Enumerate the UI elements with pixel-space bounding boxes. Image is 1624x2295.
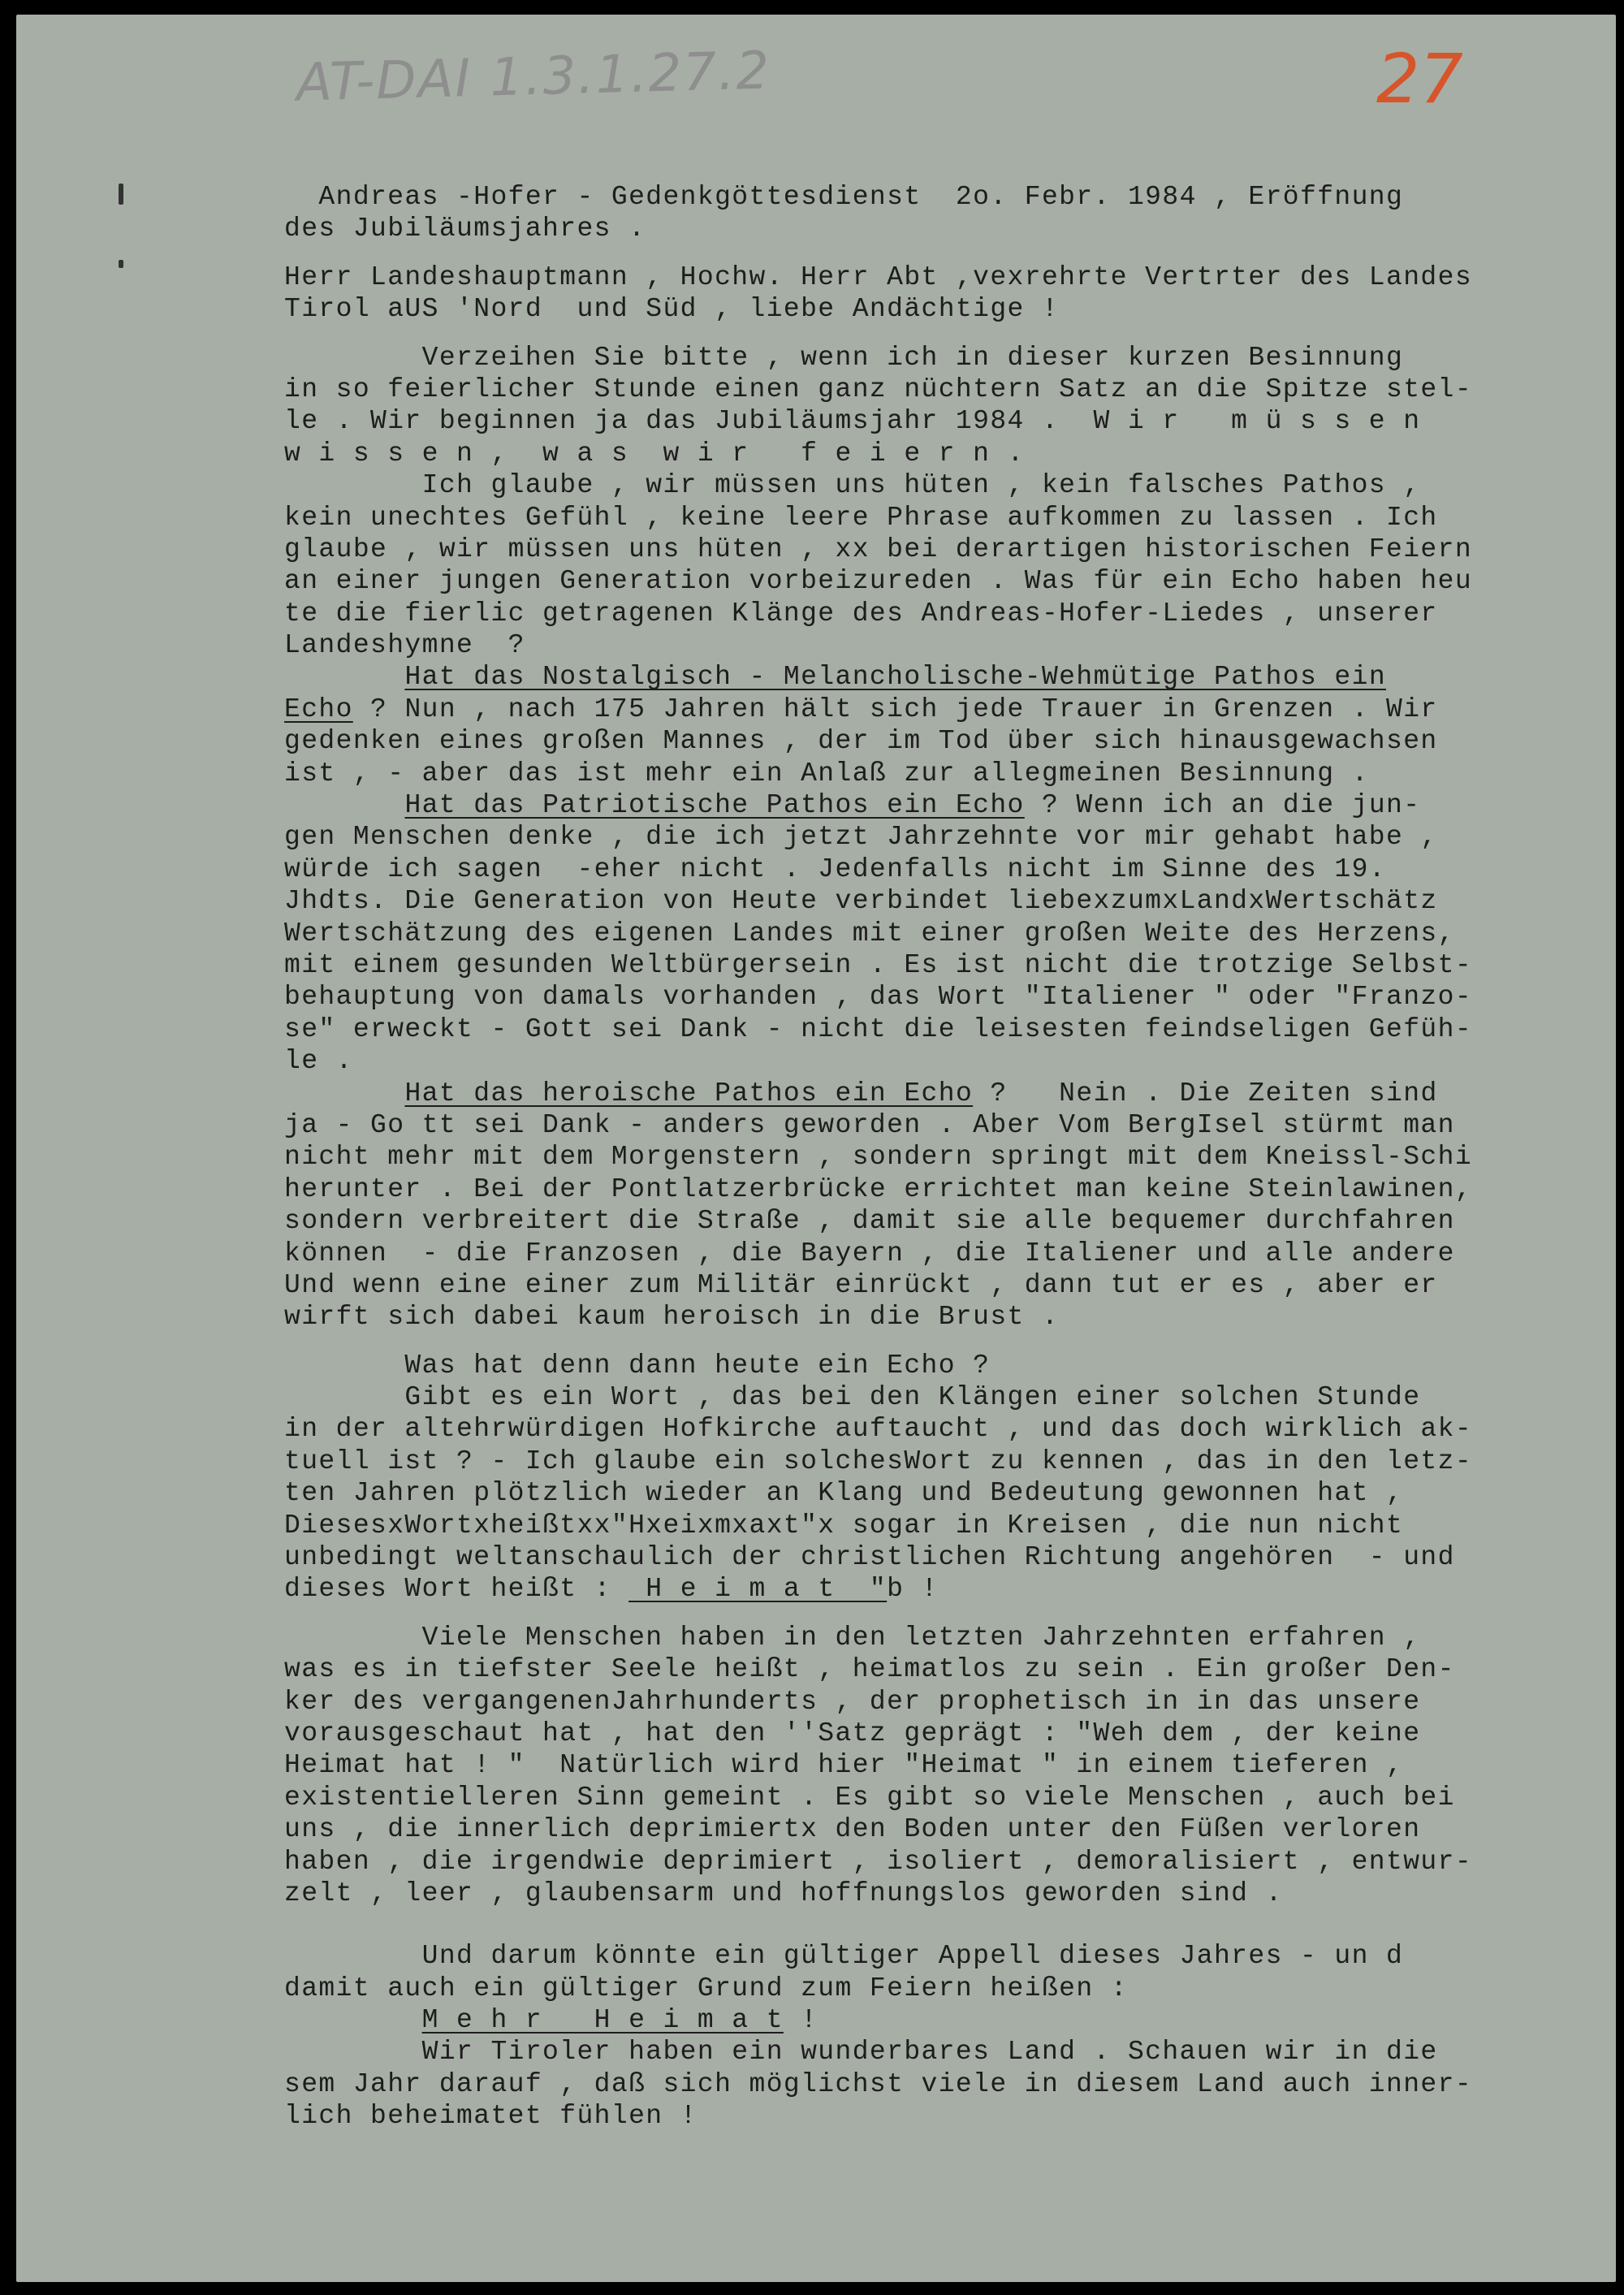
text-line (284, 1238, 1616, 1269)
line-segment: Ich glaube , wir müssen uns hüten , kein falsches Pathos , (284, 470, 1421, 501)
line-segment: an einer jungen Generation vorbeizureden . Was für ein Echo haben heu (284, 566, 1473, 597)
line-segment: Jhdts. Die Generation von Heute verbindet liebexzumxLandxWertschätz (284, 886, 1438, 917)
text-line (284, 1045, 1616, 1077)
text-line (284, 1686, 1616, 1718)
text-line (284, 1653, 1616, 1685)
text-line (284, 1573, 1616, 1605)
line-segment: Herr Landeshauptmann , Hochw. Herr Abt ,vexrehrte Vertrter des Landes (284, 261, 1473, 292)
typed-text-body (284, 181, 1616, 2133)
underlined-phrase: Hat das heroische Pathos ein Echo (404, 1078, 974, 1109)
text-line (284, 2100, 1616, 2132)
line-segment (284, 790, 404, 820)
line-segment: Was hat denn dann heute ein Echo ? (284, 1350, 991, 1381)
text-line (284, 598, 1616, 629)
text-line (284, 1350, 1616, 1381)
line-segment: gen Menschen denke , die ich jetzt Jahrzehnte vor mir gehabt habe , (284, 822, 1438, 853)
line-segment (284, 662, 404, 692)
text-line (284, 1878, 1616, 1909)
text-line (284, 1446, 1616, 1477)
line-segment: kein unechtes Gefühl , keine leere Phrase aufkommen zu lassen . Ich (284, 502, 1438, 533)
text-line (284, 405, 1616, 437)
text-line (284, 1173, 1616, 1205)
text-line (284, 885, 1616, 917)
line-segment: des Jubiläumsjahres . (284, 214, 646, 244)
line-segment: Viele Menschen haben in den letzten Jahrzehnten erfahren , (284, 1622, 1421, 1653)
text-line (284, 1782, 1616, 1813)
text-line (284, 629, 1616, 661)
line-segment: w i s s e n , w a s w i r f e i e r n . (284, 438, 1025, 469)
line-segment: haben , die irgendwie deprimiert , isoliert , demoralisiert , entwur- (284, 1846, 1473, 1877)
paragraph-gap (284, 245, 1616, 261)
text-line (284, 438, 1616, 469)
text-line (284, 758, 1616, 789)
line-segment: wirft sich dabei kaum heroisch in die Brust . (284, 1302, 1060, 1333)
text-line (284, 1749, 1616, 1781)
underlined-phrase: M e h r H e i m a t (421, 2005, 784, 2036)
text-line (284, 2068, 1616, 2100)
line-segment: se" erweckt - Gott sei Dank - nicht die leisesten feindseligen Gefüh- (284, 1014, 1473, 1044)
line-segment: ten Jahren plötzlich wieder an Klang und Bedeutung gewonnen hat , (284, 1478, 1404, 1509)
text-line (284, 293, 1616, 325)
line-segment: unbedingt weltanschaulich der christlichen Richtung angehören - und (284, 1542, 1455, 1573)
line-segment: DiesesxWortxheißtxx"Hxeixmxaxt"x sogar in Kreisen , die nun nicht (284, 1510, 1404, 1541)
line-segment: ! (783, 2005, 818, 2036)
text-line (284, 1078, 1616, 1109)
line-segment: tuell ist ? - Ich glaube ein solchesWort zu kennen , das in den letz- (284, 1446, 1473, 1476)
line-segment: le . Wir beginnen ja das Jubiläumsjahr 1984 . W i r m ü s s e n (284, 406, 1421, 437)
text-line (284, 1477, 1616, 1509)
text-line (284, 1205, 1616, 1237)
text-line (284, 469, 1616, 501)
line-segment: können - die Franzosen , die Bayern , die Italiener und alle andere (284, 1238, 1455, 1269)
underlined-phrase: H e i m a t " (628, 1574, 888, 1605)
text-line (284, 181, 1616, 213)
line-segment: ? Nein . Die Zeiten sind (973, 1078, 1438, 1109)
text-line (284, 725, 1616, 757)
text-line (284, 821, 1616, 853)
line-segment: glaube , wir müssen uns hüten , xx bei derartigen historischen Feiern (284, 534, 1473, 564)
text-line (284, 949, 1616, 981)
line-segment: damit auch ein gültiger Grund zum Feiern heißen : (284, 1973, 1128, 2003)
line-segment: le . (284, 1046, 353, 1077)
line-segment: in so feierlicher Stunde einen ganz nüchtern Satz an die Spitze stel- (284, 374, 1473, 404)
text-line (284, 854, 1616, 885)
handwritten-page-number: 27 (1376, 39, 1463, 119)
text-line (284, 1301, 1616, 1333)
text-line (284, 261, 1616, 293)
line-segment: ja - Go tt sei Dank - anders geworden . Aber Vom BergIsel stürmt man (284, 1109, 1455, 1140)
punch-mark-top (119, 184, 123, 205)
text-line (284, 1413, 1616, 1445)
line-segment: Wertschätzung des eigenen Landes mit einer großen Weite des Herzens, (284, 918, 1455, 949)
text-line (284, 1973, 1616, 2004)
line-segment: behauptung von damals vorhanden , das Wort "Italiener " oder "Franzo- (284, 982, 1473, 1013)
text-line (284, 342, 1616, 374)
line-segment: Wir Tiroler haben ein wunderbares Land . Schauen wir in die (284, 2037, 1438, 2068)
line-segment: gedenken eines großen Mannes , der im Tod über sich hinausgewachsen (284, 726, 1438, 757)
line-segment: nicht mehr mit dem Morgenstern , sondern springt mit dem Kneissl-Schi (284, 1142, 1473, 1173)
text-line (284, 1269, 1616, 1301)
line-segment: Andreas -Hofer - Gedenkgöttesdienst 2o. Febr. 1984 , Eröffnung (284, 182, 1404, 212)
text-line (284, 2004, 1616, 2036)
text-line (284, 1846, 1616, 1878)
line-segment: Landeshymne ? (284, 630, 525, 661)
line-segment: mit einem gesunden Weltbürgersein . Es ist nicht die trotzige Selbst- (284, 949, 1473, 980)
line-segment: dieses Wort heißt : (284, 1574, 629, 1605)
document-page (16, 15, 1616, 2282)
text-line (284, 374, 1616, 405)
archive-reference-annotation: AT-DAI 1.3.1.27.2 (296, 41, 772, 114)
underlined-phrase: Hat das Patriotische Pathos ein Echo (404, 790, 1025, 821)
line-segment: te die fierlic getragenen Klänge des Andreas-Hofer-Liedes , unserer (284, 598, 1438, 629)
underlined-phrase: Echo (284, 694, 353, 724)
line-segment: sondern verbreitert die Straße , damit sie alle bequemer durchfahren (284, 1206, 1455, 1237)
line-segment: Tirol aUS 'Nord und Süd , liebe Andächtige ! (284, 294, 1060, 325)
line-segment: ker des vergangenenJahrhunderts , der prophetisch in in das unsere (284, 1686, 1421, 1717)
text-line (284, 1109, 1616, 1141)
line-segment: Verzeihen Sie bitte , wenn ich in dieser kurzen Besinnung (284, 342, 1404, 373)
line-segment: uns , die innerlich deprimiertx den Boden unter den Füßen verloren (284, 1814, 1421, 1845)
line-segment: Gibt es ein Wort , das bei den Klängen einer solchen Stunde (284, 1382, 1421, 1413)
text-line (284, 1718, 1616, 1749)
line-segment: b ! (887, 1574, 939, 1605)
paragraph-gap (284, 326, 1616, 342)
line-segment: ? Wenn ich an die jun- (1024, 790, 1421, 821)
text-line (284, 534, 1616, 565)
paragraph-gap (284, 1333, 1616, 1350)
text-line (284, 694, 1616, 725)
line-segment: würde ich sagen -eher nicht . Jedenfalls nicht im Sinne des 19. (284, 854, 1387, 884)
text-line (284, 2036, 1616, 2068)
line-segment: Und darum könnte ein gültiger Appell dieses Jahres - un d (284, 1941, 1404, 1972)
text-line (284, 1014, 1616, 1045)
text-line (284, 981, 1616, 1013)
text-line (284, 1813, 1616, 1845)
line-segment: herunter . Bei der Pontlatzerbrücke errichtet man keine Steinlawinen, (284, 1173, 1473, 1204)
paragraph-gap (284, 1606, 1616, 1622)
text-line (284, 1940, 1616, 1972)
line-segment: was es in tiefster Seele heißt , heimatlos zu sein . Ein großer Den- (284, 1654, 1455, 1685)
text-line (284, 1141, 1616, 1173)
text-line (284, 661, 1616, 693)
line-segment: sem Jahr darauf , daß sich möglichst viele in diesem Land auch inner- (284, 2068, 1473, 2099)
text-line (284, 1381, 1616, 1413)
line-segment: zelt , leer , glaubensarm und hoffnungslos geworden sind . (284, 1878, 1283, 1908)
punch-mark-bottom (119, 260, 123, 268)
text-line (284, 502, 1616, 534)
line-segment: Und wenn eine einer zum Militär einrückt , dann tut er es , aber er (284, 1269, 1438, 1300)
line-segment (284, 1078, 404, 1109)
text-line (284, 1541, 1616, 1573)
text-line (284, 1622, 1616, 1653)
line-segment: Heimat hat ! " Natürlich wird hier "Heimat " in einem tieferen , (284, 1750, 1404, 1781)
underlined-phrase: Hat das Nostalgisch - Melancholische-Wehmütige Pathos ein (404, 662, 1387, 693)
text-line (284, 789, 1616, 821)
line-segment: vorausgeschaut hat , hat den ''Satz geprägt : "Weh dem , der keine (284, 1718, 1421, 1748)
line-segment (284, 2005, 422, 2035)
text-line (284, 918, 1616, 949)
text-line (284, 565, 1616, 597)
text-line (284, 1510, 1616, 1541)
line-segment: ist , - aber das ist mehr ein Anlaß zur allegmeinen Besinnung . (284, 758, 1369, 789)
text-line (284, 213, 1616, 244)
paragraph-gap (284, 1909, 1616, 1940)
line-segment: ? Nun , nach 175 Jahren hält sich jede Trauer in Grenzen . Wir (352, 694, 1438, 724)
line-segment: in der altehrwürdigen Hofkirche auftaucht , und das doch wirklich ak- (284, 1414, 1473, 1445)
line-segment: existentielleren Sinn gemeint . Es gibt so viele Menschen , auch bei (284, 1782, 1455, 1813)
line-segment: lich beheimatet fühlen ! (284, 2101, 698, 2132)
